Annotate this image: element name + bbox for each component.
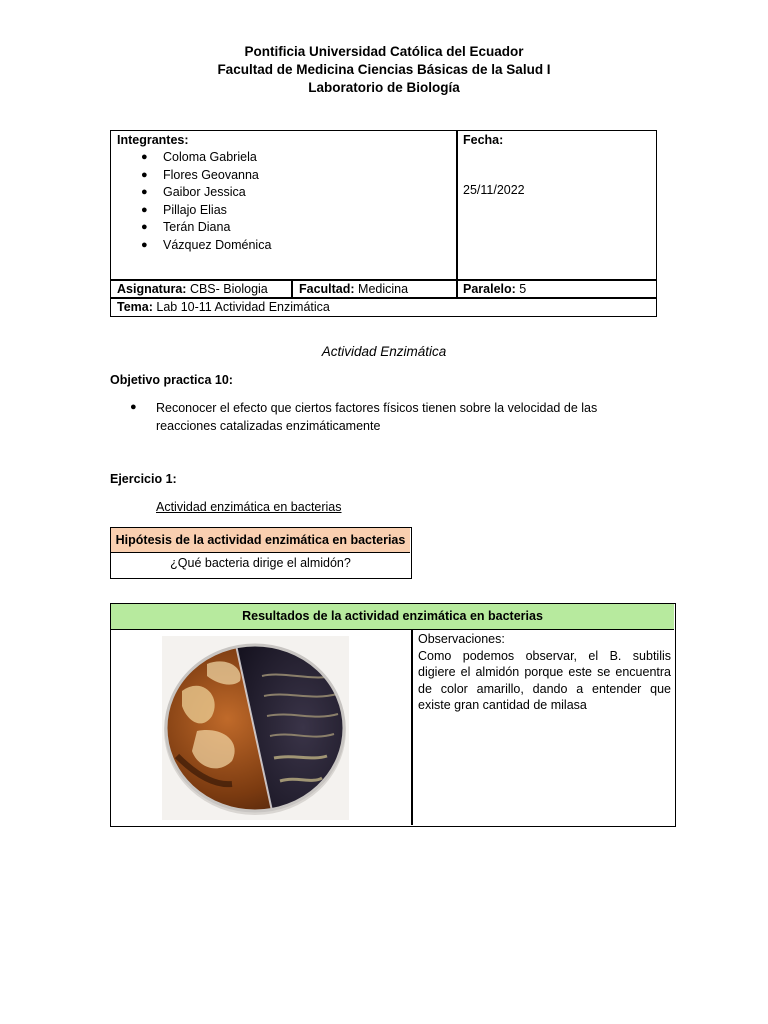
info-table [110,130,657,317]
bullet-icon: ● [130,401,137,413]
date-value: 25/11/2022 [463,183,525,197]
date-label: Fecha: [463,133,504,147]
subject-label: Asignatura: [117,282,187,296]
members-list [117,149,452,254]
exercise-subtitle: Actividad enzimática en bacterias [156,500,342,514]
list-item: ● Flores Geovanna [141,167,259,182]
subject-cell [117,281,268,298]
university-name: Pontificia Universidad Católica del Ecuador [244,44,524,59]
results-header: Resultados de la actividad enzimática en bacterias [111,604,674,630]
list-item: ● Vázquez Doménica [141,237,272,252]
objective-label: Objetivo practica 10: [110,373,233,387]
list-item: ● Gaibor Jessica [141,185,246,199]
topic-value: Lab 10-11 Actividad Enzimática [156,300,330,314]
lab-name: Laboratorio de Biología [308,80,460,95]
objective-text: Reconocer el efecto que ciertos factores físicos tienen sobre la velocidad de las reacciones catalizadas enzimáticamente [156,401,598,433]
parallel-label: Paralelo: [463,282,516,296]
faculty-value: Medicina [358,282,409,296]
faculty-cell [299,281,408,298]
hypothesis-question: ¿Qué bacteria dirige el almidón? [170,556,351,570]
subject-value: CBS- Biologia [189,282,268,296]
petri-dish-drawing [162,636,349,820]
parallel-value: 5 [519,282,527,296]
observations-cell [418,631,671,714]
topic-label: Tema: [117,300,153,314]
observations-label: Observaciones: [418,632,505,646]
petri-dish-image [162,636,349,820]
list-item: ● Pillajo Elias [141,202,227,217]
members-cell [117,132,452,254]
list-item: ● Coloma Gabriela [141,150,257,164]
faculty-name: Facultad de Medicina Ciencias Básicas de la Salud I [217,62,551,77]
exercise-label: Ejercicio 1: [110,472,177,486]
document-header [0,43,768,97]
list-item: ● Terán Diana [141,220,231,234]
hypothesis-table [110,527,412,579]
hypothesis-header: Hipótesis de la actividad enzimática en bacterias [111,528,410,553]
observations-text: Como podemos observar, el B. subtilis digiere el almidón porque este se encuentra de color amarillo, dando a entender que existe gran cantidad de milasa [418,648,671,712]
date-cell [463,132,525,199]
faculty-label: Facultad: [299,282,355,296]
members-label: Integrantes: [117,133,189,147]
parallel-cell [463,281,526,298]
main-title: Actividad Enzimática [321,344,447,359]
topic-cell [117,299,330,316]
